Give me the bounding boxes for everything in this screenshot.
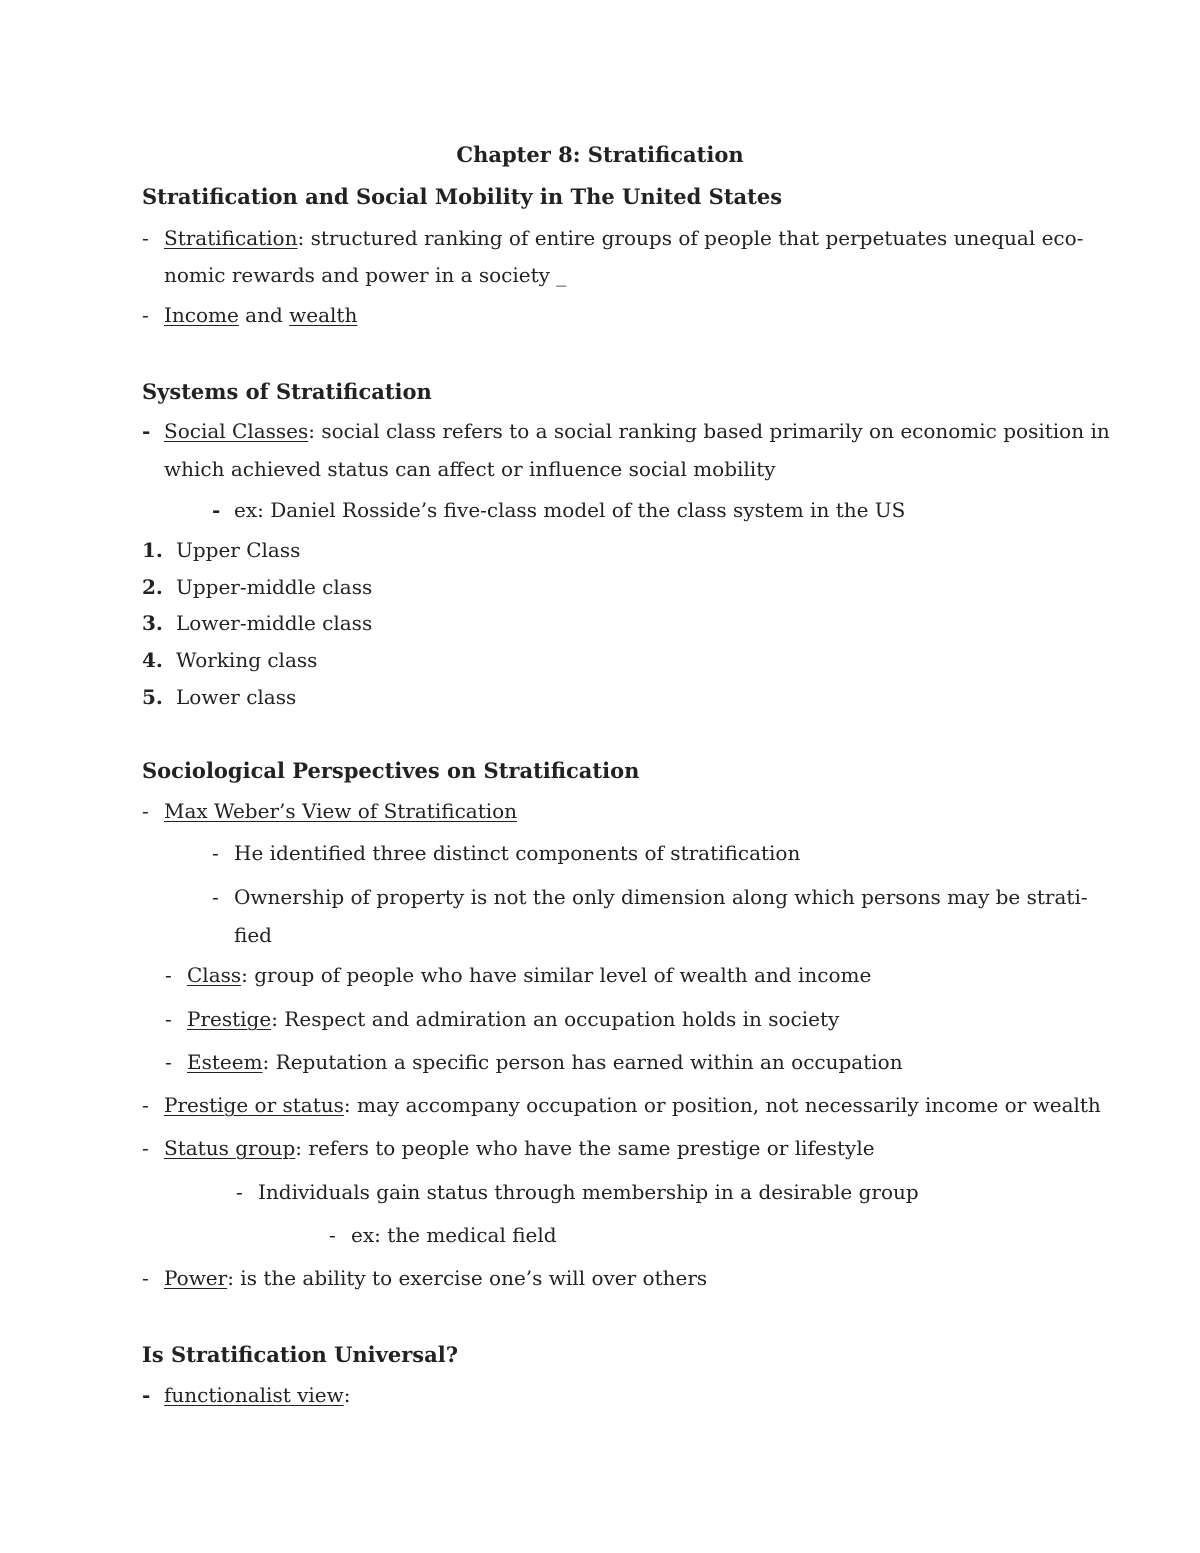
term-stratification: Stratification — [164, 226, 298, 250]
list-item-power — [142, 1268, 707, 1288]
list-text: Working class — [176, 648, 318, 672]
list-item-prestige-status — [142, 1095, 1101, 1115]
joiner-text: and — [238, 303, 290, 327]
sub-item-text: Ownership of property is not the only dimension along which persons may be strati- — [234, 885, 1088, 909]
term-wealth: wealth — [289, 303, 358, 327]
numbered-item-1 — [142, 540, 300, 560]
bullet-dash: - — [142, 799, 149, 823]
list-item-functionalist — [142, 1385, 351, 1405]
list-text: Lower-middle class — [176, 611, 373, 635]
term-class: Class — [187, 963, 242, 987]
list-item-status-group — [142, 1138, 875, 1158]
page-title: Chapter 8: Stratification — [456, 142, 744, 167]
bullet-dash: - — [212, 498, 221, 522]
list-number: 1. — [142, 538, 163, 562]
sub-item-individuals-gain-status — [236, 1182, 919, 1202]
section-heading-stratification-mobility: Stratification and Social Mobility in The United States — [142, 184, 783, 209]
section-heading-systems: Systems of Stratification — [142, 379, 432, 404]
sub-item-three-components — [212, 843, 800, 863]
term-income: Income — [164, 303, 239, 327]
numbered-item-3 — [142, 613, 372, 633]
bullet-dash: - — [212, 841, 219, 865]
list-number: 5. — [142, 685, 163, 709]
list-item-continuation: which achieved status can affect or influence social mobility — [164, 457, 776, 481]
bullet-dash: - — [165, 1007, 172, 1031]
sub-sub-item-medical-field — [329, 1225, 557, 1245]
definition-text: : structured ranking of entire groups of people that perpetuates unequal eco- — [297, 226, 1084, 250]
list-item-stratification — [142, 228, 1083, 248]
definition-text: : may accompany occupation or position, not necessarily income or wealth — [343, 1093, 1101, 1117]
bullet-dash: - — [142, 303, 149, 327]
list-number: 4. — [142, 648, 163, 672]
bullet-dash: - — [329, 1223, 336, 1247]
definition-text: : Reputation a specific person has earned within an occupation — [262, 1050, 903, 1074]
example-text: ex: the medical field — [351, 1223, 557, 1247]
sub-item-continuation: fied — [234, 923, 272, 947]
term-functionalist-view: functionalist view — [164, 1383, 344, 1407]
term-esteem: Esteem — [187, 1050, 263, 1074]
bullet-dash: - — [142, 1136, 149, 1160]
bullet-dash: - — [142, 419, 151, 443]
list-item-social-classes — [142, 421, 1110, 441]
term-power: Power — [164, 1266, 228, 1290]
bullet-dash: - — [142, 1266, 149, 1290]
numbered-item-4 — [142, 650, 317, 670]
bullet-dash: - — [142, 226, 149, 250]
example-text: ex: Daniel Rosside’s five-class model of the class system in the US — [234, 498, 906, 522]
list-item-continuation: nomic rewards and power in a society _ — [164, 263, 567, 287]
term-weber-view: Max Weber’s View of Stratification — [164, 799, 518, 823]
bullet-dash: - — [212, 885, 219, 909]
section-heading-universal: Is Stratification Universal? — [142, 1342, 458, 1367]
bullet-dash: - — [142, 1383, 151, 1407]
definition-text: : refers to people who have the same prestige or lifestyle — [295, 1136, 875, 1160]
numbered-item-5 — [142, 687, 296, 707]
list-text: Upper Class — [176, 538, 301, 562]
definition-text: : — [343, 1383, 351, 1407]
list-number: 3. — [142, 611, 163, 635]
definition-text: : is the ability to exercise one’s will over others — [227, 1266, 708, 1290]
list-item-prestige — [165, 1009, 839, 1029]
definition-text: : Respect and admiration an occupation holds in society — [271, 1007, 840, 1031]
list-item-esteem — [165, 1052, 903, 1072]
list-text: Upper-middle class — [176, 575, 373, 599]
sub-item-ownership — [212, 887, 1088, 907]
section-heading-perspectives: Sociological Perspectives on Stratification — [142, 758, 640, 783]
list-number: 2. — [142, 575, 163, 599]
sub-item-text: He identified three distinct components of stratification — [234, 841, 801, 865]
sub-item-text: Individuals gain status through membership in a desirable group — [258, 1180, 919, 1204]
bullet-dash: - — [236, 1180, 243, 1204]
numbered-item-2 — [142, 577, 372, 597]
sub-item-example-rosside — [212, 500, 905, 520]
term-social-classes: Social Classes — [164, 419, 309, 443]
term-status-group: Status group — [164, 1136, 296, 1160]
list-item-class — [165, 965, 871, 985]
list-item-income-wealth — [142, 305, 357, 325]
term-prestige: Prestige — [187, 1007, 272, 1031]
term-prestige-or-status: Prestige or status — [164, 1093, 344, 1117]
definition-text: : group of people who have similar level of wealth and income — [241, 963, 872, 987]
definition-text: : social class refers to a social ranking based primarily on economic position in — [308, 419, 1110, 443]
bullet-dash: - — [142, 1093, 149, 1117]
bullet-dash: - — [165, 963, 172, 987]
list-item-weber — [142, 801, 517, 821]
bullet-dash: - — [165, 1050, 172, 1074]
list-text: Lower class — [176, 685, 297, 709]
